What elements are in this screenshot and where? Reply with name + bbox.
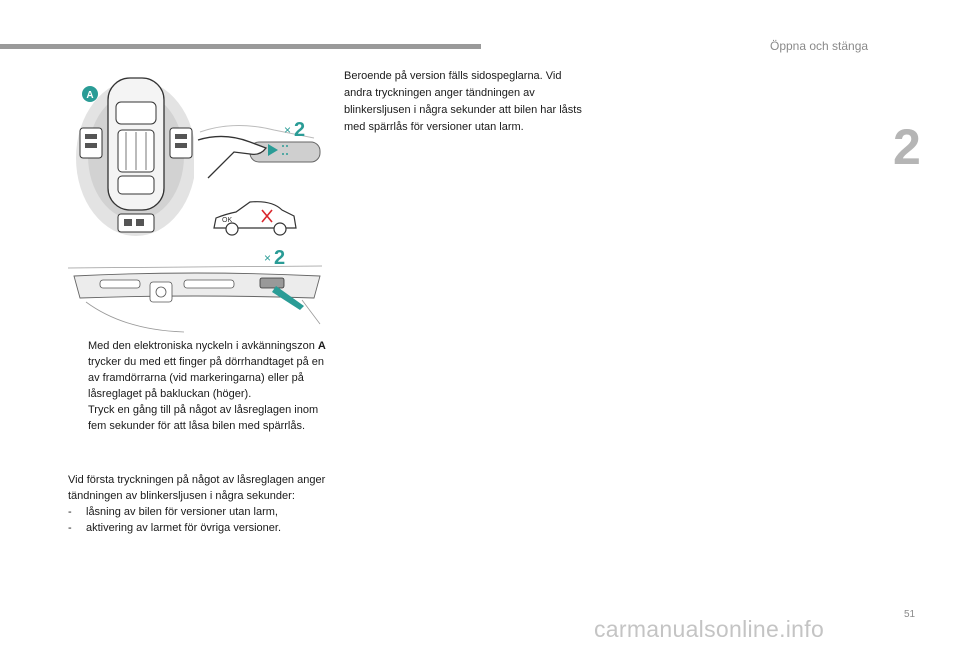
zone-reference: A	[317, 340, 326, 352]
indicator-paragraph	[68, 472, 330, 536]
watermark: carmanualsonline.info	[594, 616, 825, 642]
tailgate-button-illustration	[64, 240, 326, 336]
instruction-item: Tryck en gång till på något av låsreglagen inom fem sekunder för att låsa bilen med spärrlås.	[88, 404, 319, 432]
paragraph-intro: Vid första tryckningen på något av låsreglagen anger tändningen av blinkersljusen i några sekunder:	[68, 474, 326, 502]
header-rule	[0, 44, 481, 49]
car-top-view-illustration	[64, 68, 194, 240]
hand-door-handle-illustration	[194, 112, 326, 184]
car-side-status-illustration	[210, 196, 300, 240]
list-item: - aktivering av larmet för övriga versioner.	[68, 522, 282, 534]
page-number: 51	[904, 609, 916, 620]
press-count-top: 2	[294, 119, 306, 141]
chapter-number: 2	[893, 119, 921, 175]
right-column-text: Beroende på version fälls sidospeglarna. Vid andra tryckningen anger tändningen av blinkersljusen i några sekunder att bilen har låsts med spärrlås för versioner utan larm.	[344, 70, 582, 133]
press-count-bottom: 2	[274, 247, 286, 269]
zone-label: A	[86, 90, 94, 101]
times-symbol-bottom: ×	[264, 251, 272, 265]
times-symbol-top: ×	[284, 123, 292, 137]
instruction-list	[68, 338, 330, 434]
section-title: Öppna och stänga	[770, 39, 869, 53]
ok-label: OK	[222, 217, 233, 224]
list-item: - låsning av bilen för versioner utan larm,	[68, 506, 278, 518]
instruction-item: Med den elektroniska nyckeln i avkänningszon A trycker du med ett finger på dörrhandtaget på en av framdörrarna (vid markeringarna) eller på låsreglaget på bakluckan (höger).	[88, 340, 326, 400]
